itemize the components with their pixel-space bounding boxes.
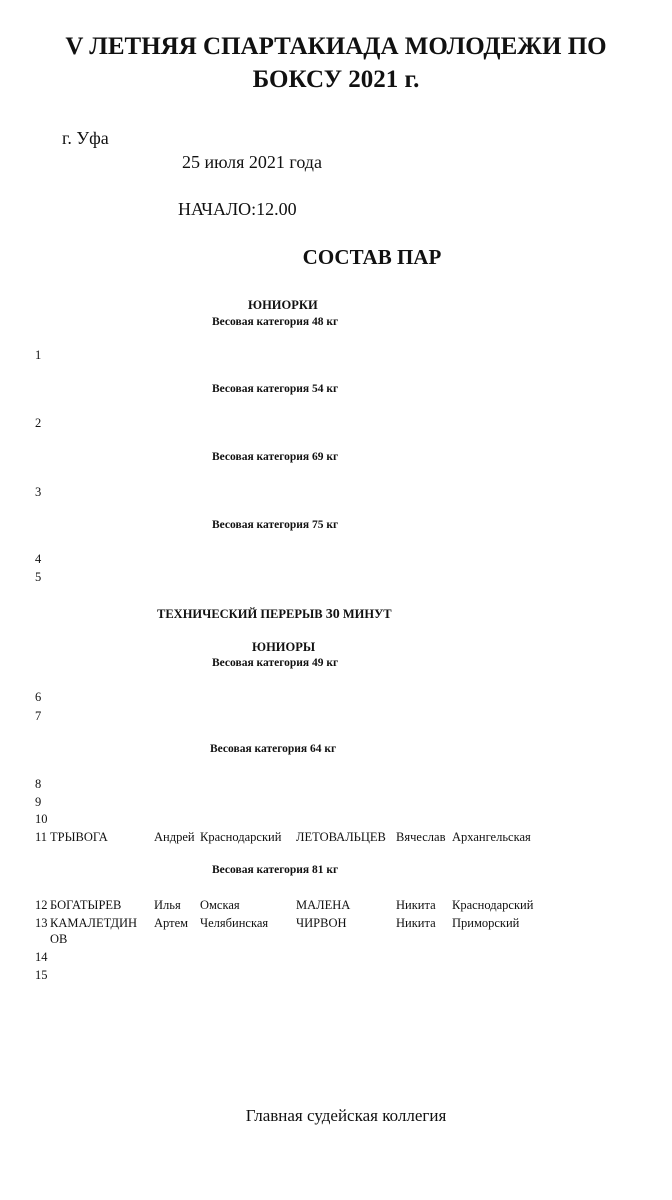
red-corner-name: Артем bbox=[154, 916, 189, 930]
group-heading-juniors-male: ЮНИОРЫ bbox=[252, 640, 316, 654]
bout-number: 6 bbox=[35, 690, 42, 704]
blue-corner-name: Никита bbox=[396, 898, 436, 912]
red-corner-surname-continuation: ОВ bbox=[50, 932, 68, 946]
red-corner-surname: БОГАТЫРЕВ bbox=[50, 898, 122, 912]
document-title bbox=[0, 30, 672, 96]
section-title: СОСТАВ ПАР bbox=[302, 245, 442, 269]
bout-number: 9 bbox=[35, 795, 42, 809]
weight-category-heading: Весовая категория 69 кг bbox=[212, 451, 339, 463]
bout-number: 4 bbox=[35, 552, 42, 566]
blue-corner-name: Вячеслав bbox=[396, 830, 446, 844]
blue-corner-surname: МАЛЕНА bbox=[296, 898, 351, 912]
blue-corner-region: Приморский bbox=[452, 916, 520, 930]
bout-number: 11 bbox=[35, 830, 48, 844]
technical-break-label bbox=[157, 607, 392, 623]
red-corner-surname: КАМАЛЕТДИН bbox=[50, 916, 138, 930]
red-corner-region: Челябинская bbox=[200, 916, 269, 930]
weight-category-heading: Весовая категория 49 кг bbox=[212, 657, 339, 669]
title-line-1: V ЛЕТНЯЯ СПАРТАКИАДА МОЛОДЕЖИ ПО bbox=[65, 33, 607, 60]
weight-category-heading: Весовая категория 75 кг bbox=[212, 519, 339, 531]
red-corner-region: Краснодарский bbox=[200, 830, 282, 844]
weight-category-heading: Весовая категория 48 кг bbox=[212, 316, 339, 328]
bout-number: 14 bbox=[35, 950, 48, 964]
start-time-label: НАЧАЛО:12.00 bbox=[178, 199, 297, 219]
bout-number: 8 bbox=[35, 777, 42, 791]
bout-number: 2 bbox=[35, 416, 42, 430]
blue-corner-surname: ЧИРВОН bbox=[296, 916, 347, 930]
footer-signature: Главная судейская коллегия bbox=[245, 1106, 447, 1125]
blue-corner-region: Архангельская bbox=[452, 830, 531, 844]
bout-number: 5 bbox=[35, 570, 42, 584]
bout-number: 12 bbox=[35, 898, 48, 912]
blue-corner-surname: ЛЕТОВАЛЬЦЕВ bbox=[296, 830, 386, 844]
bout-number: 1 bbox=[35, 348, 42, 362]
bout-number: 13 bbox=[35, 916, 48, 930]
weight-category-heading: Весовая категория 64 кг bbox=[210, 743, 337, 755]
city-label: г. Уфа bbox=[62, 128, 109, 148]
weight-category-heading: Весовая категория 54 кг bbox=[212, 383, 339, 395]
blue-corner-name: Никита bbox=[396, 916, 436, 930]
group-heading-juniors-female: ЮНИОРКИ bbox=[248, 298, 318, 312]
bout-number: 15 bbox=[35, 968, 48, 982]
bout-number: 10 bbox=[35, 812, 48, 826]
red-corner-name: Илья bbox=[154, 898, 181, 912]
blue-corner-region: Краснодарский bbox=[452, 898, 534, 912]
red-corner-surname: ТРЫВОГА bbox=[50, 830, 108, 844]
weight-category-heading: Весовая категория 81 кг bbox=[212, 864, 339, 876]
bout-number: 3 bbox=[35, 485, 42, 499]
break-text-b: 30 bbox=[325, 607, 340, 622]
break-text-a: ТЕХНИЧЕСКИЙ ПЕРЕРЫВ bbox=[157, 607, 326, 621]
red-corner-name: Андрей bbox=[154, 830, 195, 844]
bout-number: 7 bbox=[35, 709, 42, 723]
break-text-c: МИНУТ bbox=[339, 607, 392, 621]
title-line-2: БОКСУ 2021 г. bbox=[252, 66, 420, 93]
date-label: 25 июля 2021 года bbox=[182, 152, 322, 172]
red-corner-region: Омская bbox=[200, 898, 240, 912]
